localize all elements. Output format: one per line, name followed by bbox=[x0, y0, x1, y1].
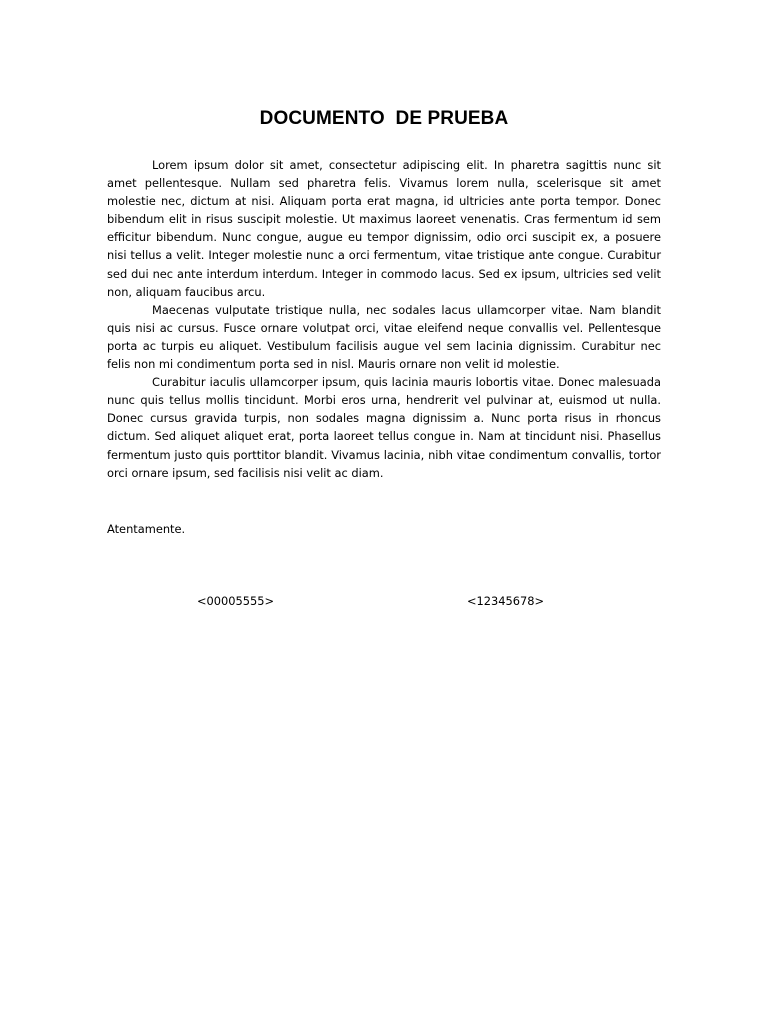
document-body bbox=[107, 156, 661, 482]
document-title: DOCUMENTO DE PRUEBA bbox=[259, 108, 509, 129]
closing-text: Atentamente. bbox=[107, 522, 186, 536]
body-paragraph: Maecenas vulputate tristique nulla, nec sodales lacus ullamcorper vitae. Nam blandit quis nisi ac cursus. Fusce ornare volutpat orci, vitae eleifend neque convallis vel. Pellentesque porta ac turpis eu aliquet. Vestibulum facilisis augue vel sem lacinia dignissim. Curabitur nec felis non mi condimentum porta sed in nisl. Mauris ornare non velit id molestie. bbox=[107, 302, 661, 372]
body-paragraph: Lorem ipsum dolor sit amet, consectetur adipiscing elit. In pharetra sagittis nunc sit amet pellentesque. Nullam sed pharetra felis. Vivamus lorem nulla, scelerisque sit amet molestie nec, dictum at nisi. Aliquam porta erat magna, id ultricies ante porta tempor. Donec bibendum elit in risus suscipit molestie. Ut maximus laoreet venenatis. Cras fermentum id sem efficitur bibendum. Nunc congue, augue eu tempor dignissim, odio orci suscipit ex, a posuere nisi tellus a velit. Integer molestie nunc a orci fermentum, vitae tristique ante congue. Curabitur sed dui nec ante interdum interdum. Integer in commodo lacus. Sed ex ipsum, ultricies sed velit non, aliquam faucibus arcu. bbox=[107, 158, 661, 299]
signature-code-right: <12345678> bbox=[467, 594, 545, 608]
body-paragraph: Curabitur iaculis ullamcorper ipsum, quis lacinia mauris lobortis vitae. Donec malesuada nunc quis tellus mollis tincidunt. Morbi eros urna, hendrerit vel pulvinar at, euismod ut nulla. Donec cursus gravida turpis, non sodales magna dignissim a. Nunc porta risus in rhoncus dictum. Sed aliquet aliquet erat, porta laoreet tellus congue in. Nam at tincidunt nisi. Phasellus fermentum justo quis porttitor blandit. Vivamus lacinia, nibh vitae condimentum convallis, tortor orci ornare ipsum, sed facilisis nisi velit ac diam. bbox=[107, 375, 661, 480]
signature-code-left: <00005555> bbox=[197, 594, 275, 608]
